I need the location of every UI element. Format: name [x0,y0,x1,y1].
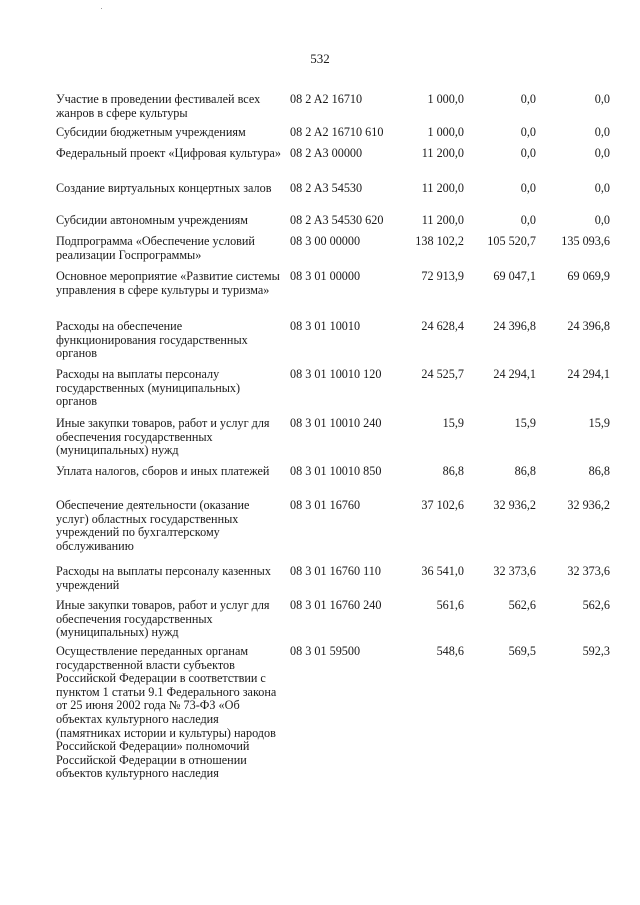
row-code: 08 3 01 10010 850 [290,464,382,478]
row-code: 08 3 00 00000 [290,234,361,248]
row-value-2: 69 047,1 [493,269,536,283]
row-name: Субсидии бюджетным учреждениям [56,125,246,139]
row-code: 08 2 A3 54530 620 [290,213,384,227]
row-code: 08 3 01 10010 120 [290,367,382,381]
row-value-1: 548,6 [436,644,464,658]
row-code: 08 3 01 59500 [290,644,361,658]
scan-dot [101,8,102,9]
row-value-1: 11 200,0 [421,213,464,227]
row-value-1: 15,9 [442,416,464,430]
row-code: 08 2 A3 54530 [290,181,363,195]
row-value-3: 592,3 [582,644,610,658]
row-value-3: 0,0 [594,125,610,139]
row-code: 08 3 01 16760 [290,498,361,512]
row-code: 08 2 A3 00000 [290,146,363,160]
row-code: 08 3 01 16760 240 [290,598,382,612]
row-value-2: 32 936,2 [493,498,536,512]
row-code: 08 3 01 10010 [290,319,361,333]
row-name: Федеральный проект «Цифровая культура» [56,146,281,160]
row-name: Расходы на выплаты персоналу казенных учреждений [56,564,271,592]
row-code: 08 3 01 16760 110 [290,564,381,578]
row-value-3: 32 373,6 [567,564,610,578]
row-value-3: 0,0 [594,146,610,160]
row-value-1: 72 913,9 [421,269,464,283]
row-value-3: 24 294,1 [567,367,610,381]
row-value-2: 32 373,6 [493,564,536,578]
row-value-3: 135 093,6 [561,234,610,248]
row-value-1: 37 102,6 [421,498,464,512]
row-value-3: 86,8 [588,464,610,478]
row-code: 08 3 01 10010 240 [290,416,382,430]
row-value-2: 105 520,7 [487,234,536,248]
row-value-2: 0,0 [520,125,536,139]
row-value-1: 11 200,0 [421,146,464,160]
row-value-2: 24 294,1 [493,367,536,381]
row-name: Обеспечение деятельности (оказание услуг) областных государственных учреждений по бухгалтерскому обслуживанию [56,498,250,553]
row-value-2: 0,0 [520,92,536,106]
row-name: Субсидии автономным учреждениям [56,213,248,227]
row-name: Подпрограмма «Обеспечение условий реализации Госпрограммы» [56,234,255,262]
row-name: Иные закупки товаров, работ и услуг для обеспечения государственных (муниципальных) нужд [56,416,270,458]
row-name: Осуществление переданных органам государственной власти субъектов Российской Федерации в соответствии с пунктом 1 статьи 9.1 Федерального закона от 25 июня 2002 года № 73-ФЗ «Об объектах культурного наследия (памятниках истории и культуры) народов Российской Федерации» полномочий Российской Федерации в отношении объектов культурного наследия [56,644,277,781]
row-value-3: 32 936,2 [567,498,610,512]
row-value-2: 0,0 [520,213,536,227]
row-value-3: 0,0 [594,92,610,106]
row-name: Уплата налогов, сборов и иных платежей [56,464,270,478]
row-value-2: 24 396,8 [493,319,536,333]
row-value-3: 15,9 [588,416,610,430]
row-value-3: 562,6 [582,598,610,612]
page-number: 532 [310,51,330,66]
row-code: 08 2 A2 16710 610 [290,125,384,139]
row-value-1: 561,6 [436,598,464,612]
row-value-2: 15,9 [514,416,536,430]
row-value-2: 0,0 [520,146,536,160]
row-value-2: 562,6 [508,598,536,612]
row-code: 08 2 A2 16710 [290,92,363,106]
row-name: Создание виртуальных концертных залов [56,181,272,195]
row-code: 08 3 01 00000 [290,269,361,283]
row-name: Основное мероприятие «Развитие системы управления в сфере культуры и туризма» [56,269,280,297]
row-value-2: 86,8 [514,464,536,478]
row-value-1: 24 525,7 [421,367,464,381]
row-name: Иные закупки товаров, работ и услуг для обеспечения государственных (муниципальных) нужд [56,598,270,640]
row-value-1: 11 200,0 [421,181,464,195]
row-name: Расходы на обеспечение функционирования государственных органов [56,319,248,361]
row-value-3: 0,0 [594,213,610,227]
row-value-1: 1 000,0 [427,125,464,139]
row-value-1: 24 628,4 [421,319,464,333]
row-value-3: 69 069,9 [567,269,610,283]
row-value-1: 138 102,2 [415,234,464,248]
row-value-2: 0,0 [520,181,536,195]
row-name: Расходы на выплаты персоналу государственных (муниципальных) органов [56,367,241,409]
row-value-1: 86,8 [442,464,464,478]
row-value-1: 1 000,0 [427,92,464,106]
row-value-1: 36 541,0 [421,564,464,578]
row-value-3: 24 396,8 [567,319,610,333]
row-value-3: 0,0 [594,181,610,195]
row-name: Участие в проведении фестивалей всех жанров в сфере культуры [56,92,261,120]
row-value-2: 569,5 [508,644,536,658]
